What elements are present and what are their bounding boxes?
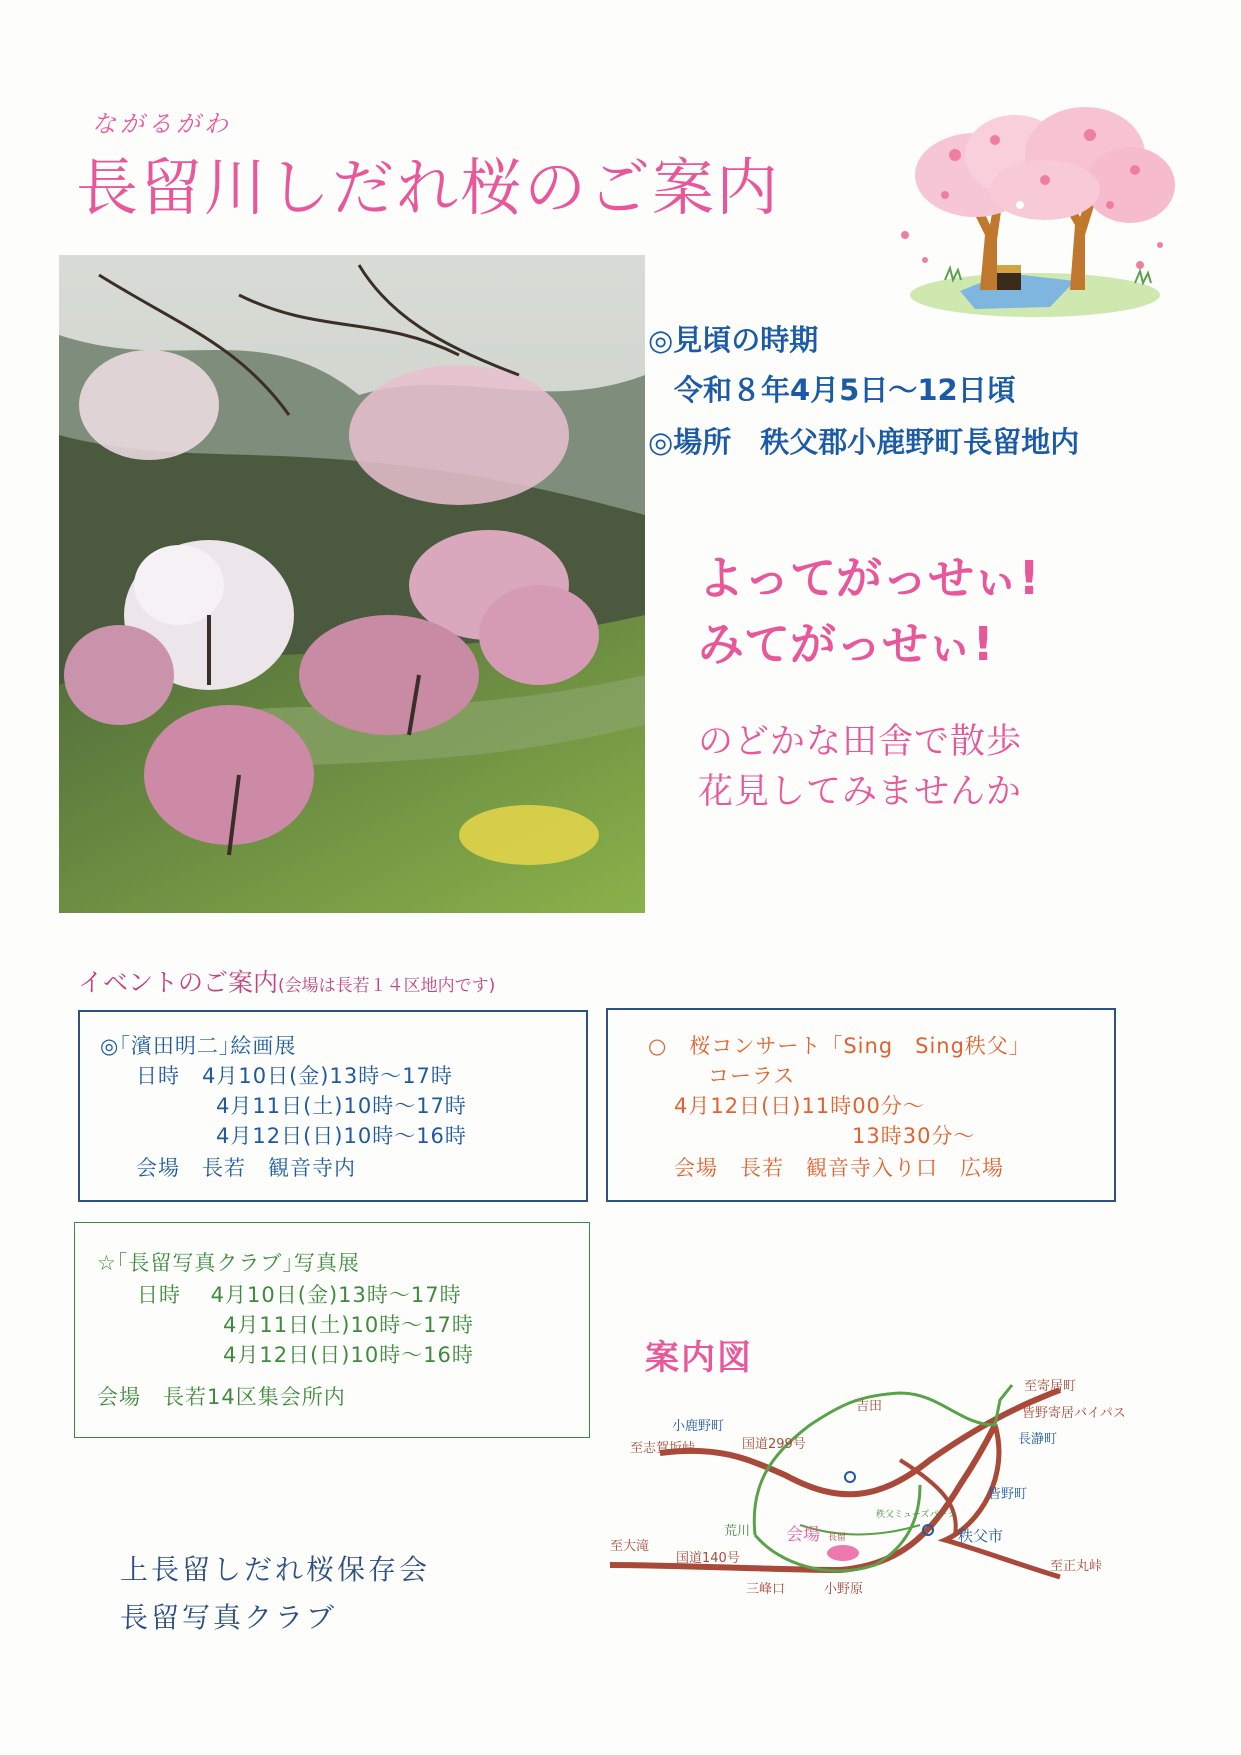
event-hamada-box — [78, 1010, 588, 1202]
weeping-cherry-photo — [59, 255, 645, 913]
catch-line-2: みてがっせぃ! — [698, 617, 994, 671]
photo-club-line-3: 4月12日(日)10時～16時 — [223, 1343, 474, 1367]
map-label-museum: 秩父ミューズパーク — [876, 1510, 957, 1520]
map-label-onohara: 小野原 — [824, 1582, 864, 1597]
title-ruby: ながるがわ — [92, 110, 232, 138]
hamada-venue: 会場 長若 観音寺内 — [136, 1156, 356, 1180]
organizer-1: 上長留しだれ桜保存会 — [120, 1553, 431, 1586]
photo-club-title: ☆｢長留写真クラブ｣写真展 — [97, 1251, 360, 1275]
photo-club-line-2: 4月11日(土)10時～17時 — [223, 1313, 474, 1337]
photo-club-line-1: 日時 4月10日(金)13時～17時 — [137, 1283, 462, 1307]
hamada-line-2: 4月11日(土)10時～17時 — [216, 1094, 467, 1118]
event-concert-box — [606, 1008, 1116, 1202]
map-title: 案内図 — [645, 1338, 753, 1378]
map-label-venue: 会場 — [786, 1525, 820, 1545]
map-label-yoshida: 吉田 — [856, 1399, 883, 1414]
concert-venue: 会場 長若 観音寺入り口 広場 — [674, 1156, 1004, 1180]
season-value: 令和８年4月5日～12日頃 — [674, 373, 1016, 407]
map-label-arakawa: 荒川 — [724, 1524, 751, 1539]
events-heading-note: (会場は長若１４区地内です) — [278, 976, 496, 996]
catch-line-4: 花見してみませんか — [698, 772, 1023, 812]
catch-line-1: よってがっせぃ! — [698, 551, 1040, 605]
map-label-route299: 国道299号 — [742, 1437, 806, 1452]
map-label-venue-small: 長留 — [828, 1533, 847, 1543]
map-label-bypass: 皆野寄居バイパス — [1022, 1406, 1126, 1421]
hamada-line-3: 4月12日(日)10時～16時 — [216, 1124, 467, 1148]
concert-line-2: 4月12日(日)11時00分～ — [674, 1094, 925, 1118]
concert-title: ○ 桜コンサート「Sing Sing秩父」 — [648, 1034, 1031, 1058]
hamada-title: ◎｢濱田明二｣絵画展 — [100, 1034, 297, 1058]
hamada-line-1: 日時 4月10日(金)13時～17時 — [136, 1064, 453, 1088]
place-label: ◎場所 秩父郡小鹿野町長留地内 — [648, 425, 1080, 459]
page-title: 長留川しだれ桜のご案内 — [76, 151, 781, 224]
map-label-chichibu: 秩父市 — [958, 1527, 1004, 1545]
map-label-route140: 国道140号 — [676, 1551, 740, 1566]
events-heading — [78, 963, 495, 999]
map-label-shigasaka: 至志賀坂峠 — [630, 1441, 696, 1456]
season-label: ◎見頃の時期 — [648, 323, 819, 357]
concert-line-1: コーラス — [708, 1064, 796, 1088]
catch-line-3: のどかな田舎で散歩 — [698, 722, 1023, 762]
map-label-otaki: 至大滝 — [610, 1539, 650, 1554]
map-label-yorii: 至寄居町 — [1024, 1379, 1077, 1394]
map-label-mitsumine: 三峰口 — [746, 1582, 786, 1597]
map-label-minano: 皆野町 — [988, 1487, 1028, 1502]
map-labels — [600, 1365, 1160, 1610]
event-photo-club-box — [74, 1222, 590, 1438]
cherry-trees-illustration — [885, 95, 1185, 320]
map-label-shomaru: 至正丸峠 — [1050, 1559, 1103, 1574]
organizer-2: 長留写真クラブ — [120, 1601, 338, 1634]
map-label-ogano: 小鹿野町 — [672, 1419, 725, 1434]
photo-club-venue: 会場 長若14区集会所内 — [97, 1385, 346, 1409]
map-label-nagatoro: 長瀞町 — [1018, 1432, 1058, 1447]
events-heading-main: イベントのご案内 — [78, 968, 279, 997]
concert-line-3: 13時30分～ — [852, 1124, 976, 1148]
